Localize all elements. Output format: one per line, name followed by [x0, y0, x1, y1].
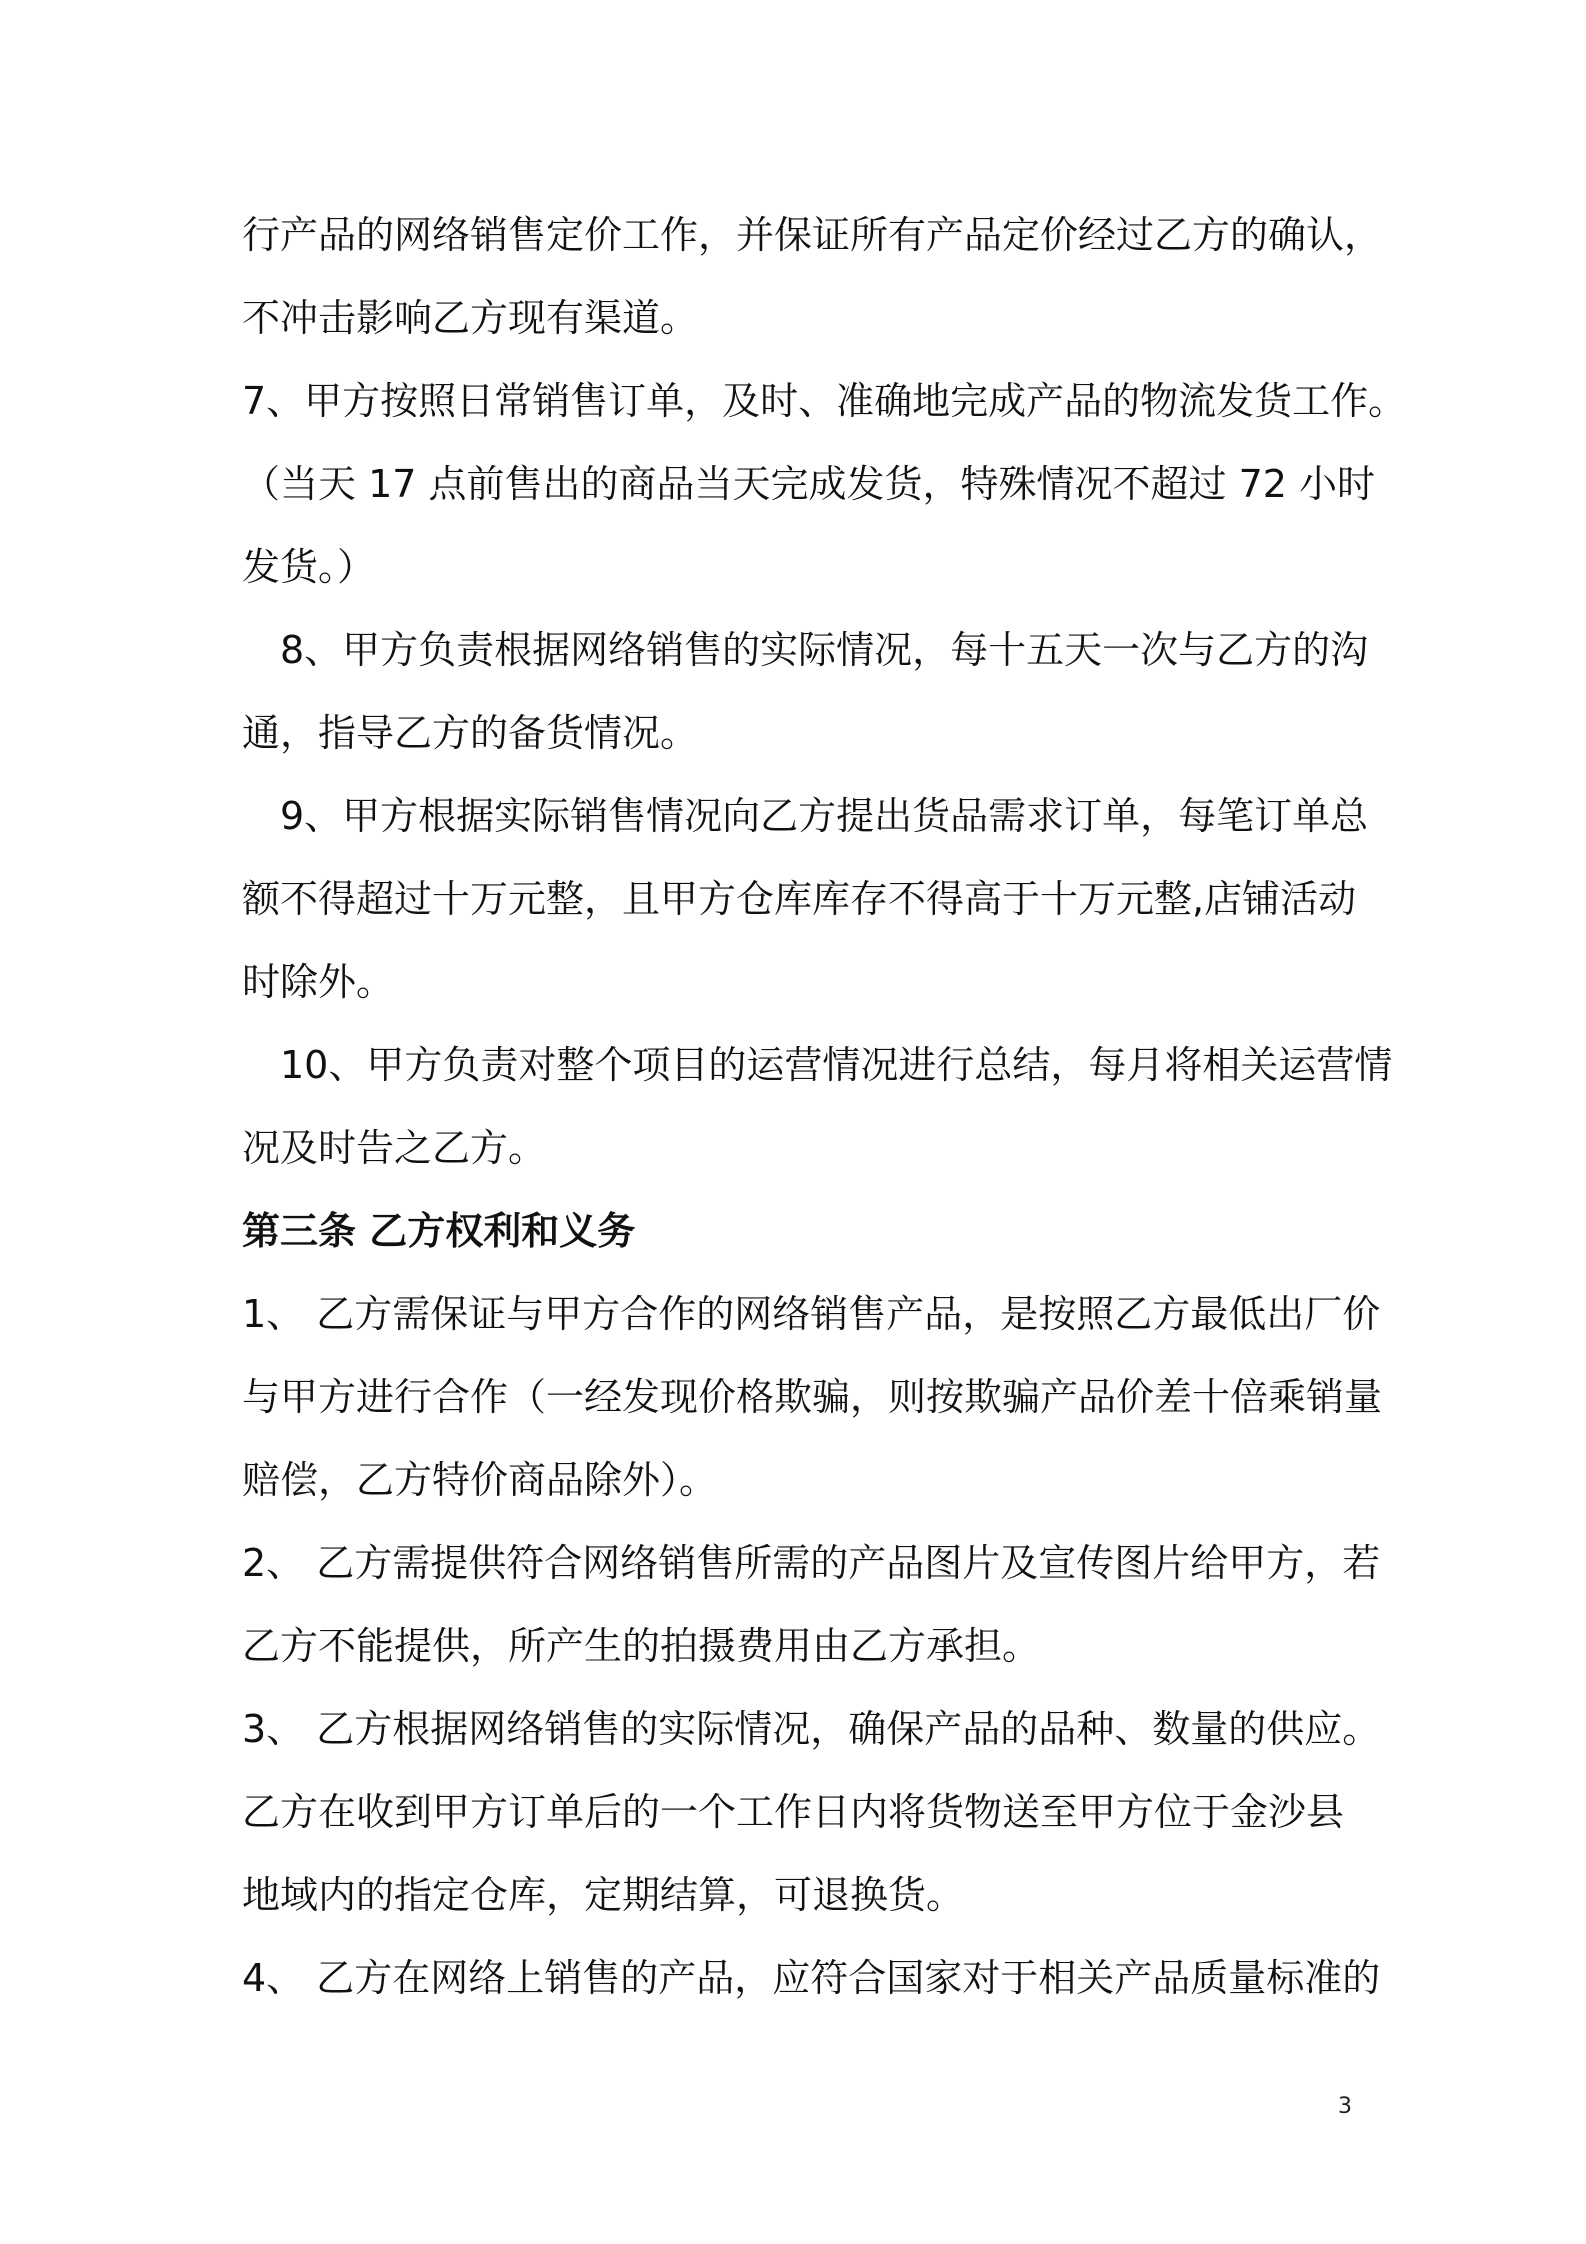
text-line: 赔偿，乙方特价商品除外）。 [242, 1458, 718, 1502]
text-line: 况及时告之乙方。 [242, 1126, 547, 1170]
text-line: 1、 乙方需保证与甲方合作的网络销售产品，是按照乙方最低出厂价 [242, 1292, 1381, 1336]
text-line: 乙方不能提供，所产生的拍摄费用由乙方承担。 [242, 1624, 1041, 1668]
text-line: 9、甲方根据实际销售情况向乙方提出货品需求订单，每笔订单总 [280, 794, 1369, 838]
text-line: 7、甲方按照日常销售订单，及时、准确地完成产品的物流发货工作。 [242, 379, 1407, 423]
text-line: 时除外。 [242, 960, 395, 1004]
text-line: 乙方在收到甲方订单后的一个工作日内将货物送至甲方位于金沙县 [242, 1790, 1345, 1834]
text-line: 不冲击影响乙方现有渠道。 [242, 296, 699, 340]
text-line: 发货。） [242, 545, 376, 589]
text-line: 地域内的指定仓库，定期结算，可退换货。 [242, 1873, 965, 1917]
text-line: 与甲方进行合作（一经发现价格欺骗，则按欺骗产品价差十倍乘销量 [242, 1375, 1383, 1419]
text-line: 4、 乙方在网络上销售的产品，应符合国家对于相关产品质量标准的 [242, 1956, 1381, 2000]
text-line: 行产品的网络销售定价工作，并保证所有产品定价经过乙方的确认， [242, 213, 1383, 257]
page-number: 3 [1338, 2094, 1352, 2119]
text-line: 2、 乙方需提供符合网络销售所需的产品图片及宣传图片给甲方，若 [242, 1541, 1381, 1585]
text-line: 3、 乙方根据网络销售的实际情况，确保产品的品种、数量的供应。 [242, 1707, 1381, 1751]
section-heading: 第三条 乙方权利和义务 [242, 1209, 636, 1253]
text-line: 10、甲方负责对整个项目的运营情况进行总结，每月将相关运营情 [280, 1043, 1393, 1087]
text-line: 8、甲方负责根据网络销售的实际情况，每十五天一次与乙方的沟 [280, 628, 1369, 672]
text-line: 通，指导乙方的备货情况。 [242, 711, 699, 755]
text-line: 额不得超过十万元整，且甲方仓库库存不得高于十万元整,店铺活动 [242, 877, 1357, 921]
body-text [242, 194, 1407, 2020]
text-line: （当天 17 点前售出的商品当天完成发货，特殊情况不超过 72 小时 [242, 462, 1376, 506]
